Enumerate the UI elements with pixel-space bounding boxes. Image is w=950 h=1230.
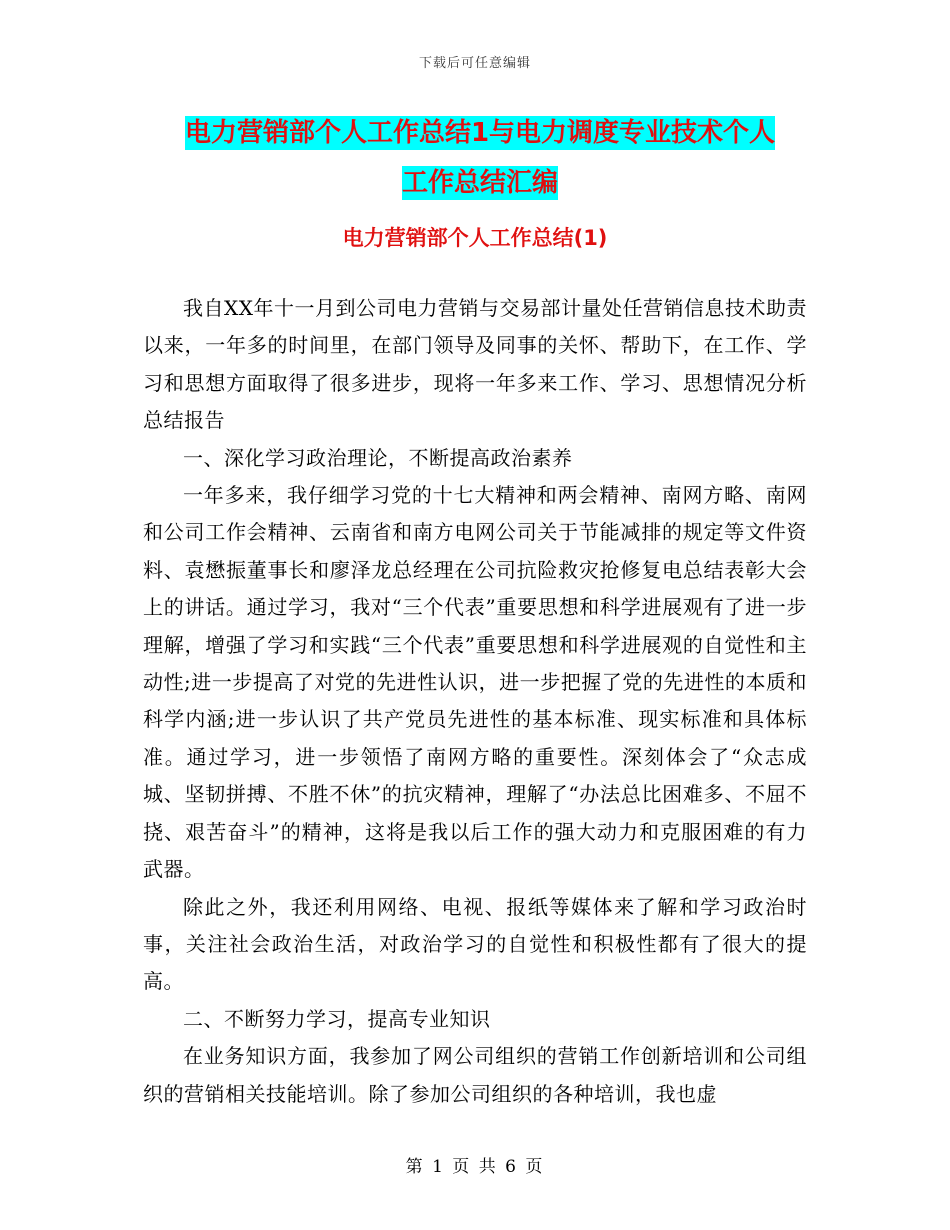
document-title-line-1: 电力营销部个人工作总结1与电力调度专业技术个人 — [184, 118, 776, 148]
document-title-line-2: 工作总结汇编 — [401, 168, 558, 198]
paragraph: 一年多来，我仔细学习党的十七大精神和两会精神、南网方略、南网和公司工作会精神、云南省和南方电网公司关于节能减排的规定等文件资料、袁懋振董事长和廖泽龙总经理在公司抗险救灾抢修复电总结表彰大会上的讲话。通过学习，我对“三个代表”重要思想和科学进展观有了进一步理解，增强了学习和实践“三个代表”重要思想和科学进展观的自觉性和主动性;进一步提高了对党的先进性认识，进一步把握了党的先进性的本质和科学内涵;进一步认识了共产党员先进性的基本标准、现实标准和具体标准。通过学习，进一步领悟了南网方略的重要性。深刻体会了“众志成城、坚韧拼搏、不胜不休”的抗灾精神，理解了“办法总比困难多、不屈不挠、艰苦奋斗”的精神，这将是我以后工作的强大动力和克服困难的有力武器。 — [143, 483, 807, 882]
body-text — [143, 290, 807, 1113]
section-title: 电力营销部个人工作总结(1) — [342, 226, 608, 250]
paragraph: 除此之外，我还利用网络、电视、报纸等媒体来了解和学习政治时事，关注社会政治生活，对政治学习的自觉性和积极性都有了很大的提高。 — [143, 894, 807, 994]
page-footer: 第 1 页 共 6 页 — [405, 1157, 545, 1177]
heading-paragraph: 一、深化学习政治理论，不断提高政治素养 — [183, 445, 573, 470]
paragraph: 在业务知识方面，我参加了网公司组织的营销工作创新培训和公司组织的营销相关技能培训。除了参加公司组织的各种培训，我也虚 — [143, 1044, 807, 1106]
document-title — [150, 108, 810, 208]
heading-paragraph: 二、不断努力学习，提高专业知识 — [183, 1006, 491, 1031]
paragraph: 我自XX年十一月到公司电力营销与交易部计量处任营销信息技术助责以来，一年多的时间里，在部门领导及同事的关怀、帮助下，在工作、学习和思想方面取得了很多进步，现将一年多来工作、学习、思想情况分析总结报告 — [143, 296, 807, 433]
header-note: 下载后可任意编辑 — [418, 56, 531, 71]
